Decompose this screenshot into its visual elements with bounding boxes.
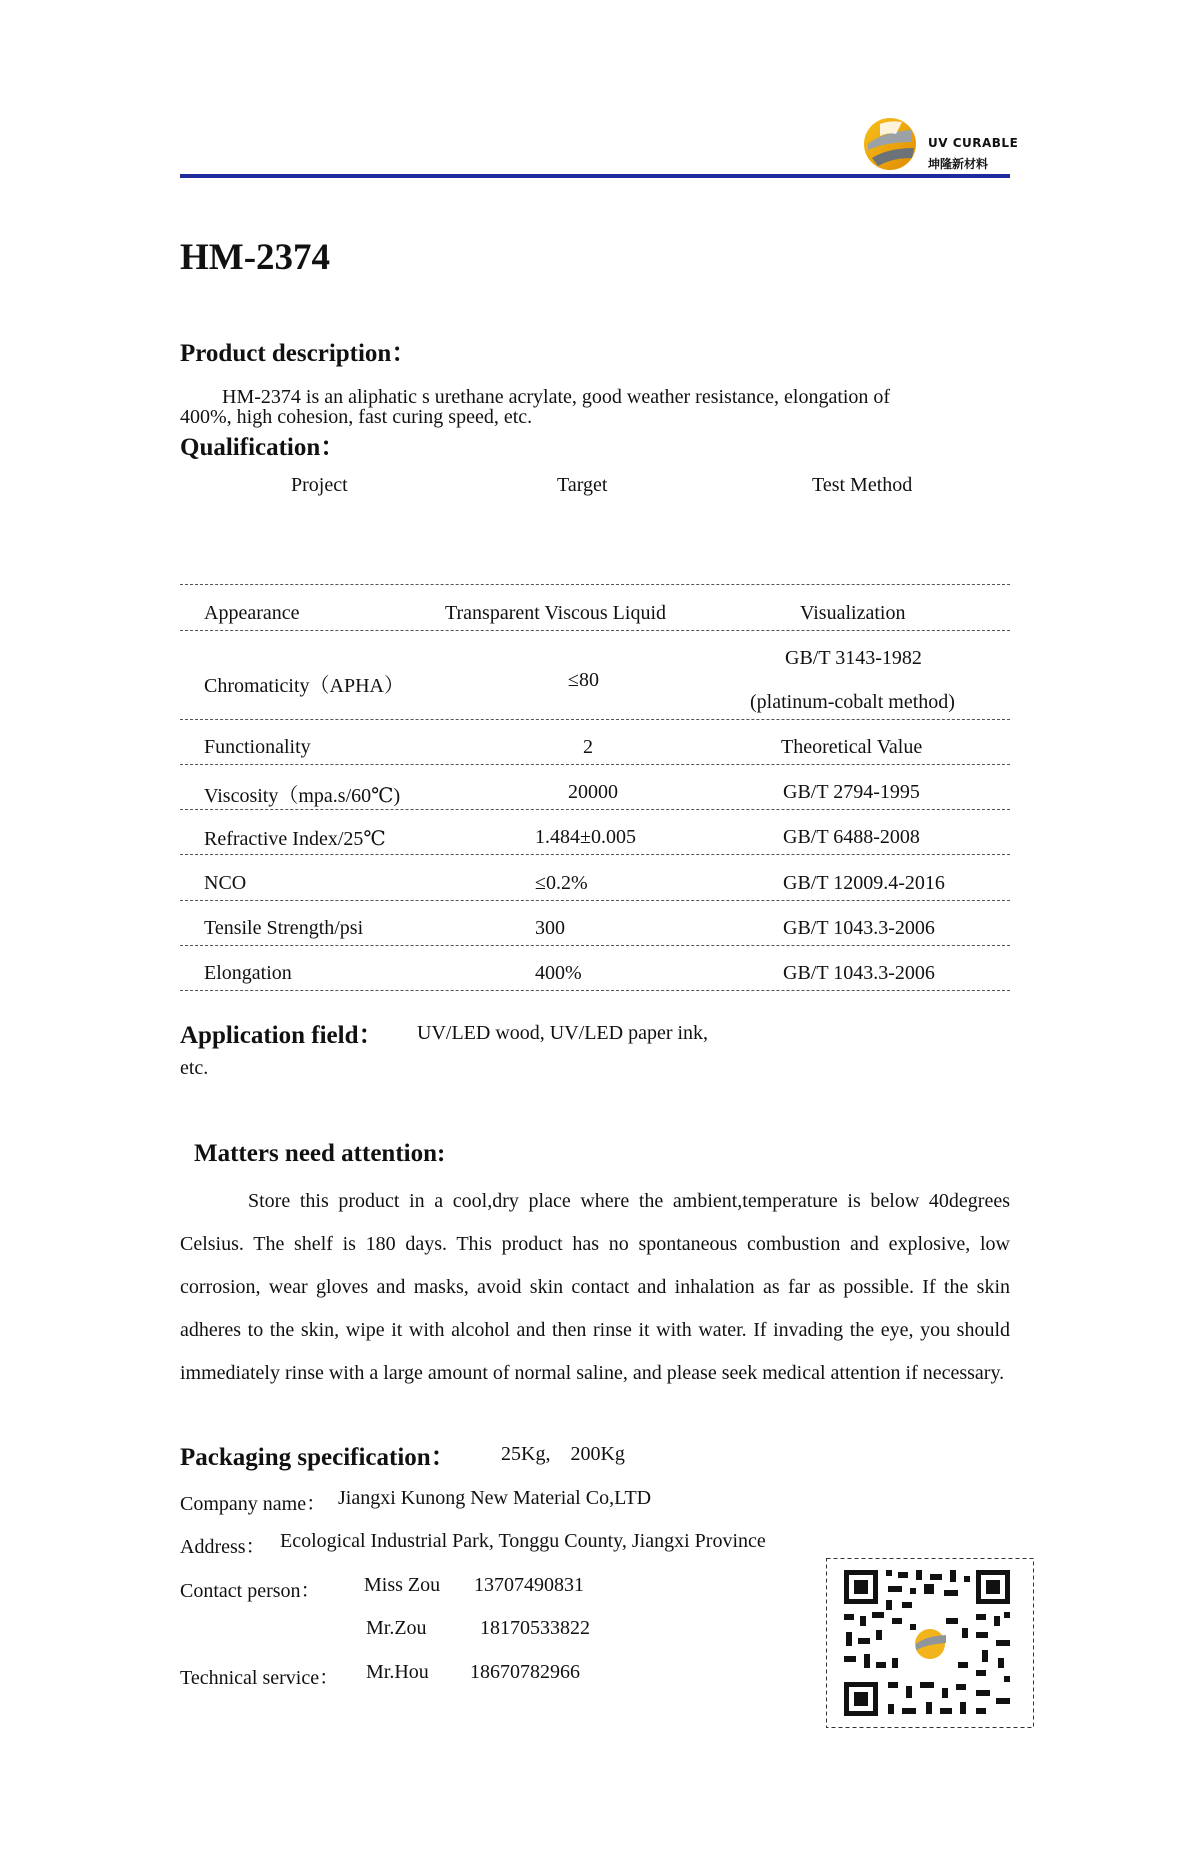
- cell-project: NCO: [204, 872, 247, 894]
- tech-service-name: Mr.Hou: [366, 1661, 429, 1683]
- column-header-test-method: Test Method: [812, 474, 913, 496]
- column-header-target: Target: [557, 474, 608, 496]
- contact-phone: 18170533822: [480, 1617, 590, 1639]
- cell-target: 1.484±0.005: [535, 826, 636, 848]
- cell-target: ≤80: [568, 669, 599, 691]
- table-row: [180, 855, 1010, 901]
- product-description-heading: Product description：: [180, 340, 417, 367]
- application-text: UV/LED wood, UV/LED paper ink,: [417, 1022, 709, 1044]
- cell-project: Functionality: [204, 736, 311, 758]
- contact-label: Contact person：: [180, 1580, 321, 1602]
- cell-target: 400%: [535, 962, 582, 984]
- cell-method: GB/T 6488-2008: [783, 826, 920, 848]
- company-label: Company name：: [180, 1493, 327, 1515]
- packaging-heading: Packaging specification：: [180, 1444, 456, 1471]
- table-row: [180, 631, 1010, 720]
- cell-method: GB/T 2794-1995: [783, 781, 920, 803]
- column-header-project: Project: [291, 474, 348, 496]
- contact-name: Miss Zou: [364, 1574, 441, 1596]
- cell-method: GB/T 1043.3-2006: [783, 962, 935, 984]
- cell-project: Chromaticity（APHA）: [204, 675, 404, 697]
- company-value: Jiangxi Kunong New Material Co,LTD: [338, 1487, 652, 1509]
- cell-method: GB/T 3143-1982: [785, 647, 922, 669]
- table-row: [180, 901, 1010, 946]
- qualification-heading: Qualification：: [180, 434, 346, 461]
- cell-target: Transparent Viscous Liquid: [445, 602, 667, 624]
- application-heading: Application field：: [180, 1022, 384, 1049]
- cell-method: GB/T 1043.3-2006: [783, 917, 935, 939]
- cell-project: Elongation: [204, 962, 292, 984]
- brand-name-en: UV CURABLE: [928, 136, 1019, 150]
- cell-project: Appearance: [204, 602, 300, 624]
- tech-service-phone: 18670782966: [470, 1661, 580, 1683]
- contact-name: Mr.Zou: [366, 1617, 427, 1639]
- contact-phone: 13707490831: [474, 1574, 584, 1596]
- product-description-line1: HM-2374 is an aliphatic s urethane acrylate, good weather resistance, elongation of: [222, 386, 891, 408]
- tech-service-label: Technical service：: [180, 1667, 340, 1689]
- cell-target: 20000: [568, 781, 618, 803]
- cell-project: Refractive Index/25℃: [204, 828, 386, 850]
- cell-target: 300: [535, 917, 565, 939]
- table-row: [180, 946, 1010, 991]
- cell-method: Theoretical Value: [781, 736, 923, 758]
- packaging-value: 25Kg, 200Kg: [501, 1443, 625, 1465]
- table-row: [180, 585, 1010, 631]
- qr-code-icon: [826, 1558, 1034, 1728]
- cell-method: Visualization: [800, 602, 906, 624]
- cell-method-note: (platinum-cobalt method): [750, 691, 955, 713]
- page-title: HM-2374: [180, 237, 331, 278]
- application-text-cont: etc.: [180, 1057, 209, 1079]
- table-row: [180, 810, 1010, 855]
- cell-target: 2: [583, 736, 593, 758]
- table-row: [180, 765, 1010, 810]
- cell-project: Viscosity（mpa.s/60℃): [204, 785, 401, 807]
- address-value: Ecological Industrial Park, Tonggu County, Jiangxi Province: [280, 1530, 766, 1552]
- product-description-line2: 400%, high cohesion, fast curing speed, etc.: [180, 406, 533, 428]
- attention-paragraph: Store this product in a cool,dry place where the ambient,temperature is below 40degrees Celsius. The shelf is 180 days. This product has no spontaneous combustion and explosive, low corrosion, wear gloves and masks, avoid skin contact and inhalation as far as possible. If the skin adheres to the skin, wipe it with alcohol and then rinse it with water. If invading the eye, you should immediately rinse with a large amount of normal saline, and please seek medical attention if necessary.: [180, 1190, 1010, 1384]
- address-label: Address：: [180, 1536, 266, 1558]
- cell-target: ≤0.2%: [535, 872, 588, 894]
- table-row: [180, 720, 1010, 765]
- brand-name-cn: 坤隆新材料: [928, 157, 989, 171]
- cell-project: Tensile Strength/psi: [204, 917, 364, 939]
- cell-method: GB/T 12009.4-2016: [783, 872, 945, 894]
- attention-heading: Matters need attention:: [194, 1140, 446, 1167]
